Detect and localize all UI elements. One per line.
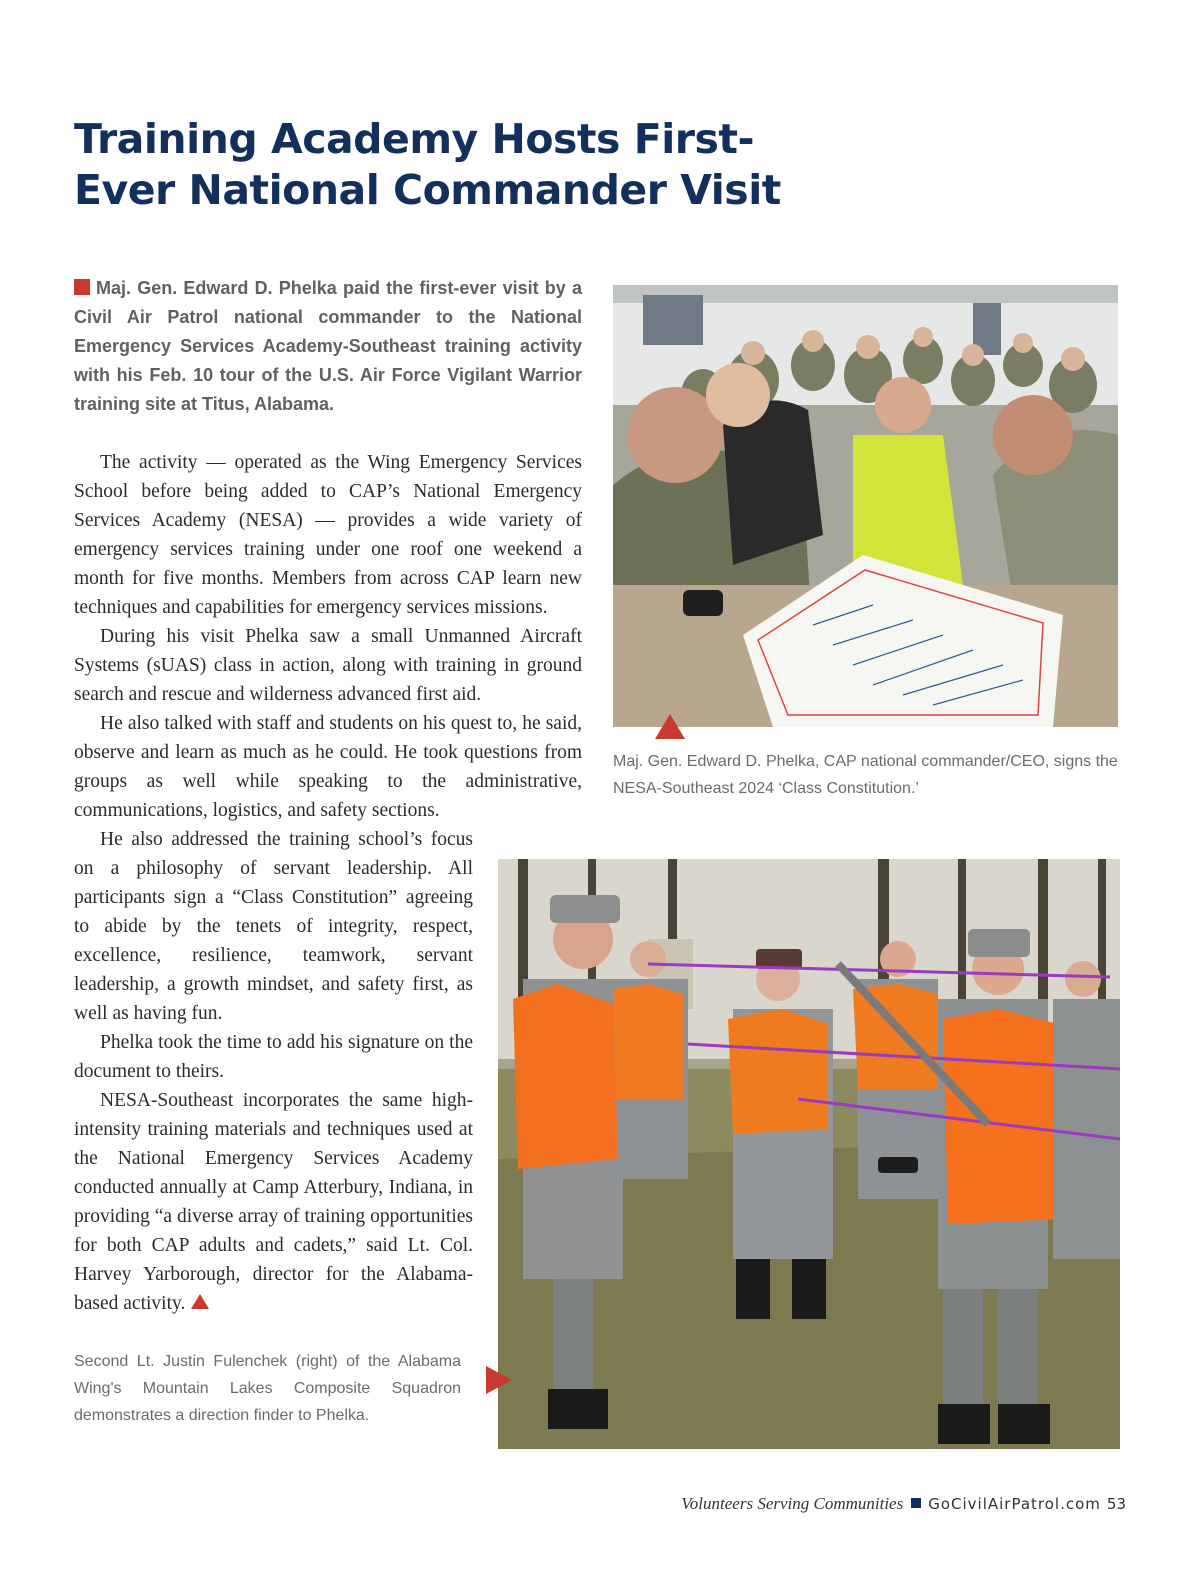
end-of-article-triangle-icon xyxy=(191,1294,209,1309)
body-paragraph-final xyxy=(74,1086,473,1318)
caption-pointer-up-icon xyxy=(655,714,685,739)
photo-signing-illustration xyxy=(613,285,1118,727)
photo-direction-finder-illustration xyxy=(498,859,1120,1449)
body-paragraph: During his visit Phelka saw a small Unmanned Aircraft Systems (sUAS) class in action, along with training in ground search and rescue and wilderness advanced first aid. xyxy=(74,626,582,705)
red-square-bullet-icon xyxy=(74,279,90,295)
body-paragraph: The activity — operated as the Wing Emergency Services School before being added to CAP’s National Emergency Services Academy (NESA) — provides a wide variety of emergency services training under one roof one weekend a month for five months. Members from across CAP learn new techniques and capabilities for emergency services missions. xyxy=(74,452,582,618)
article-lead xyxy=(74,274,582,419)
photo-caption-direction-finder: Second Lt. Justin Fulenchek (right) of the Alabama Wing's Mountain Lakes Composite Squadron demonstrates a direction finder to Phelka. xyxy=(74,1353,461,1424)
page-number: 53 xyxy=(1106,1495,1126,1513)
caption-pointer-right-icon xyxy=(486,1366,512,1394)
photo-signing-constitution xyxy=(613,285,1118,727)
footer-tagline: Volunteers Serving Communities xyxy=(681,1494,904,1513)
body-paragraph: He also addressed the training school’s focus on a philosophy of servant leadership. All participants sign a “Class Constitution” agreeing to abide by the tenets of integrity, respect, excellence, resilience, teamwork, servant leadership, a growth mindset, and safety first, as well as having fun. xyxy=(74,829,473,1024)
article-title: Training Academy Hosts First-Ever National Commander Visit xyxy=(74,115,781,214)
body-paragraph: He also talked with staff and students on his quest to, he said, observe and learn as much as he could. He took questions from groups as well while speaking to the administrative, communications, logistics, and safety sections. xyxy=(74,713,582,821)
lead-text: Maj. Gen. Edward D. Phelka paid the first-ever visit by a Civil Air Patrol national commander to the National Emergency Services Academy-Southeast training activity with his Feb. 10 tour of the U.S. Air Force Vigilant Warrior training site at Titus, Alabama. xyxy=(74,278,582,414)
body-paragraph: Phelka took the time to add his signature on the document to theirs. xyxy=(74,1032,473,1082)
article-body-lower xyxy=(74,825,473,1318)
photo-caption-signing: Maj. Gen. Edward D. Phelka, CAP national commander/CEO, signs the NESA-Southeast 2024 ‘Class Constitution.’ xyxy=(613,753,1118,797)
page-footer xyxy=(681,1494,1126,1514)
photo-direction-finder xyxy=(498,859,1120,1449)
blue-square-separator-icon xyxy=(911,1498,921,1508)
article-body-upper xyxy=(74,448,582,825)
body-paragraph-text: NESA-Southeast incorporates the same high-intensity training materials and techniques used at the National Emergency Services Academy conducted annually at Camp Atterbury, Indiana, in providing “a diverse array of training opportunities for both CAP adults and cadets,” said Lt. Col. Harvey Yarborough, director for the Alabama-based activity. xyxy=(74,1090,473,1314)
footer-website: GoCivilAirPatrol.com xyxy=(928,1495,1101,1513)
